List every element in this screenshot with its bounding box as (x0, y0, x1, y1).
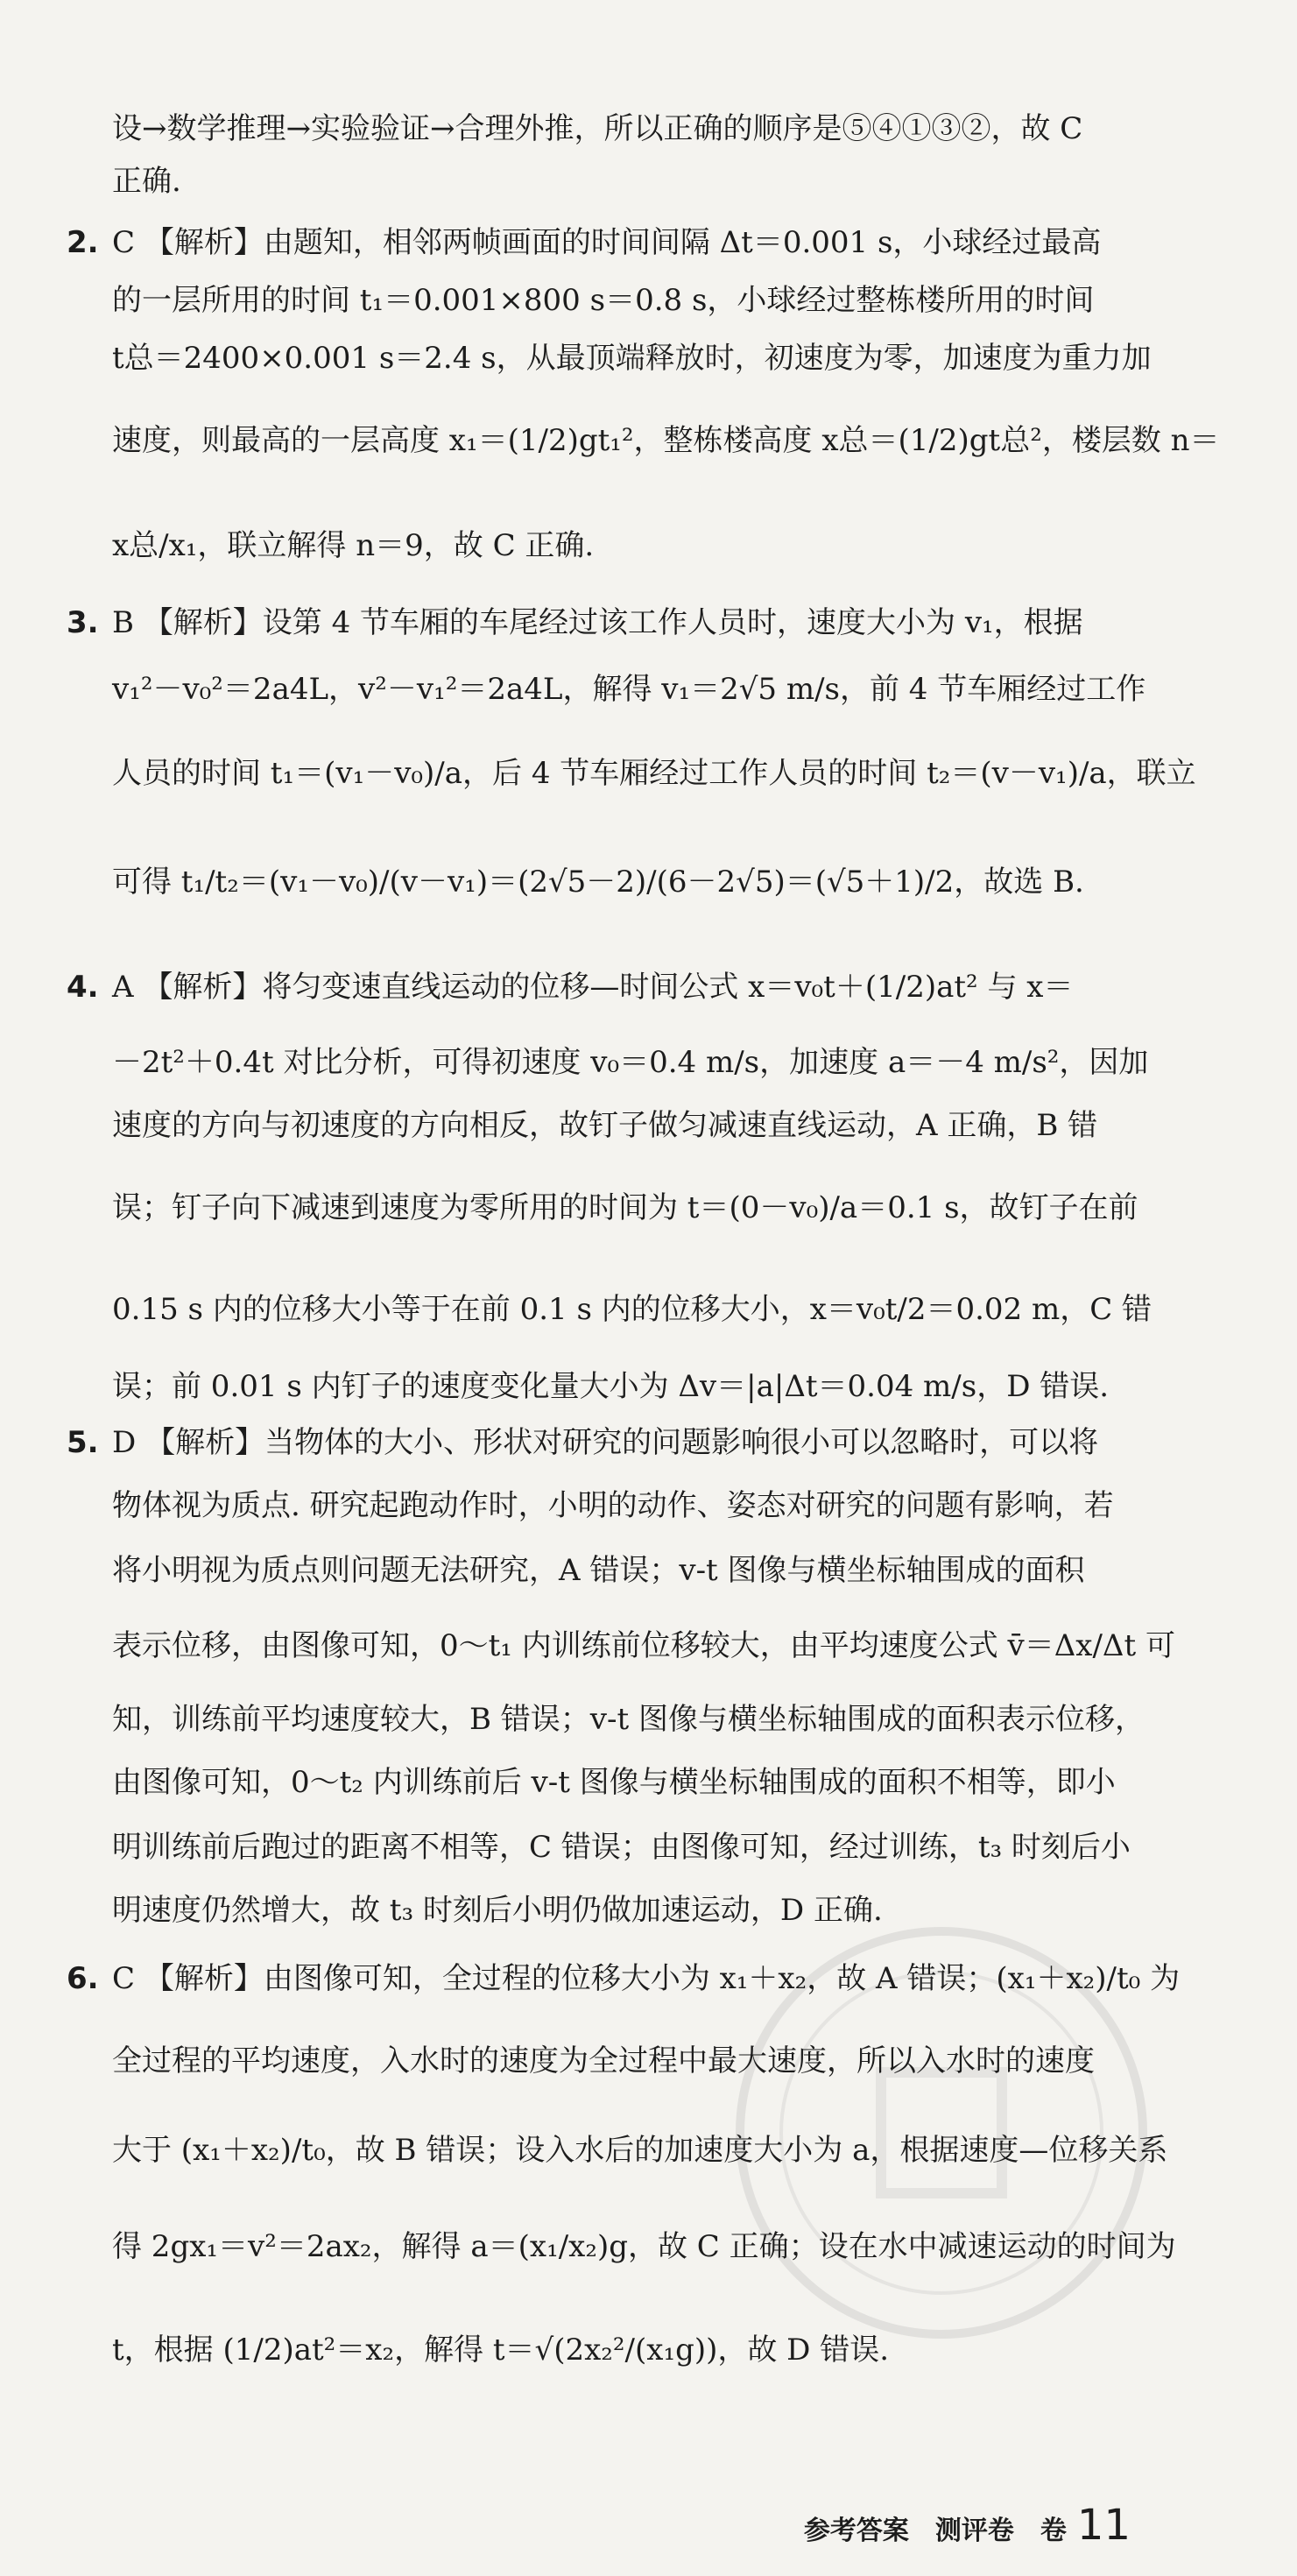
text-line: 由图像可知，0～t₂ 内训练前后 v-t 图像与横坐标轴围成的面积不相等，即小 (112, 1765, 1116, 1800)
text-line: 误；钉子向下减速到速度为零所用的时间为 t＝(0－v₀)/a＝0.1 s，故钉子在前 (112, 1190, 1138, 1225)
text-line: A 【解析】将匀变速直线运动的位移—时间公式 x＝v₀t＋(1/2)at² 与 x＝ (112, 970, 1074, 1005)
text-line: t总＝2400×0.001 s＝2.4 s，从最顶端释放时，初速度为零，加速度为重力加 (112, 341, 1152, 376)
item-number: 2. (67, 225, 99, 260)
text-line: 可得 t₁/t₂＝(v₁－v₀)/(v－v₁)＝(2√5－2)/(6－2√5)＝(√5＋1)/2，故选 B. (112, 865, 1084, 900)
text-line: 速度，则最高的一层高度 x₁＝(1/2)gt₁²，整栋楼高度 x总＝(1/2)gt总²，楼层数 n＝ (112, 423, 1220, 458)
footer-label: 参考答案 测评卷 卷 (803, 2516, 1067, 2546)
item-number: 5. (67, 1425, 99, 1460)
text-line: 误；前 0.01 s 内钉子的速度变化量大小为 Δv＝|a|Δt＝0.04 m/s，D 错误. (112, 1369, 1110, 1404)
text-line: 明训练前后跑过的距离不相等，C 错误；由图像可知，经过训练，t₃ 时刻后小 (112, 1830, 1131, 1865)
text-line: －2t²＋0.4t 对比分析，可得初速度 v₀＝0.4 m/s，加速度 a＝－4 m/s²，因加 (112, 1045, 1149, 1080)
text-line: 的一层所用的时间 t₁＝0.001×800 s＝0.8 s，小球经过整栋楼所用的时间 (112, 283, 1095, 318)
text-line: 将小明视为质点则问题无法研究，A 错误；v-t 图像与横坐标轴围成的面积 (112, 1553, 1085, 1588)
text-line: 知，训练前平均速度较大，B 错误；v-t 图像与横坐标轴围成的面积表示位移， (112, 1702, 1145, 1737)
text-line: C 【解析】由题知，相邻两帧画面的时间间隔 Δt＝0.001 s，小球经过最高 (112, 225, 1102, 260)
item-number: 6. (67, 1961, 99, 1996)
text-line: x总/x₁，联立解得 n＝9，故 C 正确. (112, 528, 595, 563)
text-line: 得 2gx₁＝v²＝2ax₂，解得 a＝(x₁/x₂)g，故 C 正确；设在水中减速运动的时间为 (112, 2229, 1176, 2264)
text-line: 正确. (112, 164, 181, 199)
text-line: 明速度仍然增大，故 t₃ 时刻后小明仍做加速运动，D 正确. (112, 1893, 883, 1928)
text-line: 人员的时间 t₁＝(v₁－v₀)/a，后 4 节车厢经过工作人员的时间 t₂＝(v－v₁)/a，联立 (112, 756, 1196, 791)
text-line: 全过程的平均速度，入水时的速度为全过程中最大速度，所以入水时的速度 (112, 2043, 1095, 2078)
text-line: 速度的方向与初速度的方向相反，故钉子做匀减速直线运动，A 正确，B 错 (112, 1108, 1098, 1143)
text-line: 大于 (x₁＋x₂)/t₀，故 B 错误；设入水后的加速度大小为 a，根据速度—位移关系 (112, 2133, 1168, 2168)
text-line: t，根据 (1/2)at²＝x₂，解得 t＝√(2x₂²/(x₁g))，故 D 错误. (112, 2333, 890, 2368)
text-line: D 【解析】当物体的大小、形状对研究的问题影响很小可以忽略时，可以将 (112, 1425, 1099, 1460)
text-line: 物体视为质点. 研究起跑动作时，小明的动作、姿态对研究的问题有影响，若 (112, 1488, 1114, 1523)
text-line: 设→数学推理→实验验证→合理外推，所以正确的顺序是⑤④①③②，故 C (112, 111, 1083, 146)
text-line: 表示位移，由图像可知，0～t₁ 内训练前位移较大，由平均速度公式 v̄＝Δx/Δt 可 (112, 1628, 1175, 1663)
item-number: 4. (67, 970, 99, 1005)
text-line: 0.15 s 内的位移大小等于在前 0.1 s 内的位移大小，x＝v₀t/2＝0.02 m，C 错 (112, 1292, 1152, 1327)
page-number: 11 (1076, 2501, 1131, 2550)
text-line: v₁²－v₀²＝2a4L，v²－v₁²＝2a4L，解得 v₁＝2√5 m/s，前 4 节车厢经过工作 (112, 672, 1146, 707)
item-number: 3. (67, 605, 99, 640)
page-footer (804, 2501, 1131, 2550)
text-line: B 【解析】设第 4 节车厢的车尾经过该工作人员时，速度大小为 v₁，根据 (112, 605, 1083, 640)
text-line: C 【解析】由图像可知，全过程的位移大小为 x₁＋x₂，故 A 错误；(x₁＋x₂)/t₀ 为 (112, 1961, 1181, 1996)
